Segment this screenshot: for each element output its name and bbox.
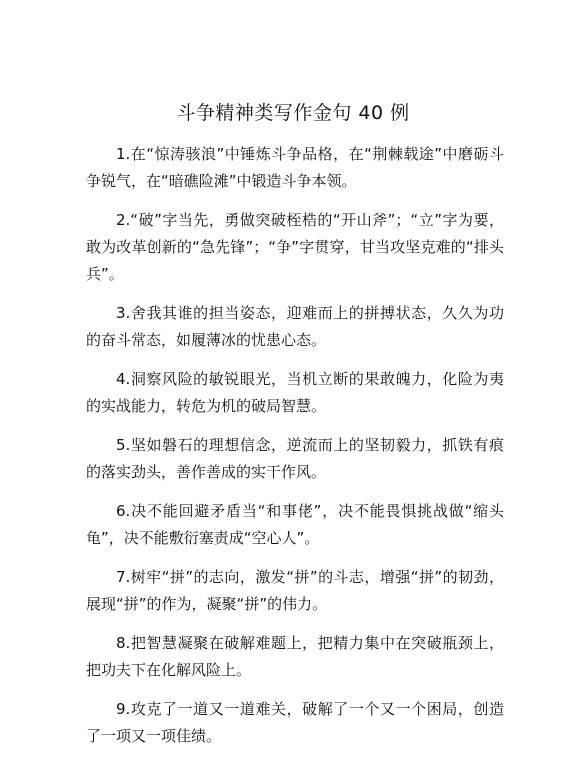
document-title: 斗争精神类写作金句 40 例 bbox=[176, 102, 410, 124]
paragraph-list bbox=[86, 141, 504, 762]
paragraph-3: 3.舍我其谁的担当姿态，迎难而上的拼搏状态，久久为功的奋斗常态，如履薄冰的忧患心态。 bbox=[86, 304, 504, 349]
paragraph-6: 6.决不能回避矛盾当“和事佬”，决不能畏惧挑战做“缩头龟”，决不能敷衍塞责成“空心人”。 bbox=[86, 502, 504, 547]
paragraph-1: 1.在“惊涛骇浪”中锤炼斗争品格，在“荆棘载途”中磨砺斗争锐气，在“暗礁险滩”中锻造斗争本领。 bbox=[86, 145, 504, 190]
paragraph-9: 9.攻克了一道又一道难关，破解了一个又一个困局，创造了一项又一项佳绩。 bbox=[86, 700, 504, 745]
paragraph-5: 5.坚如磐石的理想信念，逆流而上的坚韧毅力，抓铁有痕的落实劲头，善作善成的实干作风。 bbox=[86, 436, 504, 481]
paragraph-4: 4.洞察风险的敏锐眼光，当机立断的果敢魄力，化险为夷的实战能力，转危为机的破局智慧。 bbox=[86, 370, 504, 415]
paragraph-2: 2.“破”字当先，勇做突破桎梏的“开山斧”；“立”字为要，敢为改革创新的“急先锋”；“争”字贯穿，甘当攻坚克难的“排头兵”。 bbox=[86, 211, 504, 283]
paragraph-8: 8.把智慧凝聚在破解难题上，把精力集中在突破瓶颈上，把功夫下在化解风险上。 bbox=[86, 634, 504, 679]
paragraph-7: 7.树牢“拼”的志向，激发“拼”的斗志，增强“拼”的韧劲，展现“拼”的作为，凝聚“拼”的伟力。 bbox=[86, 568, 504, 613]
